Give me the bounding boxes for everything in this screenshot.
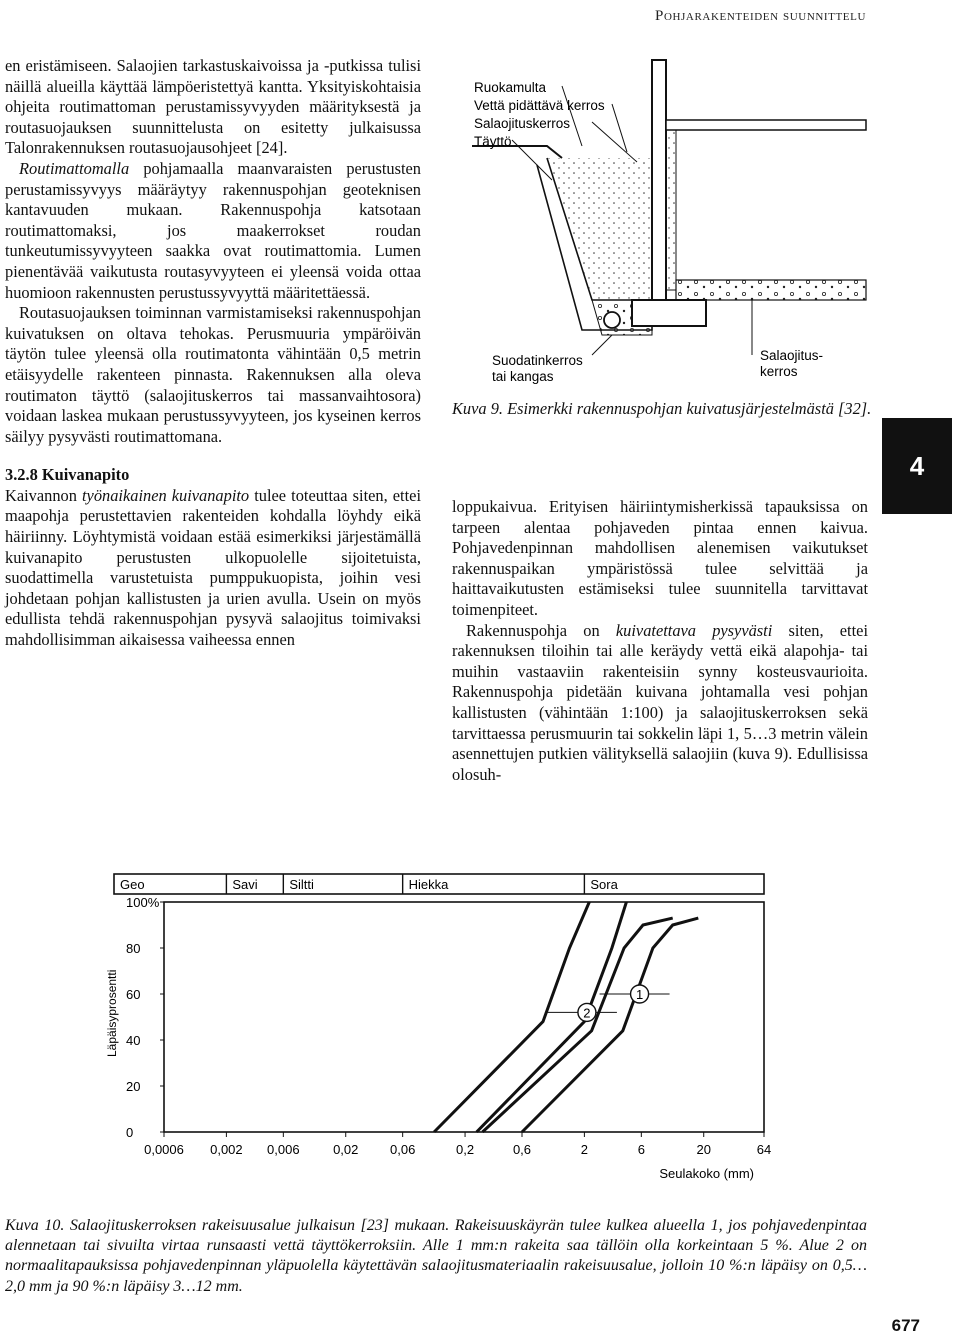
paragraph: [5, 486, 421, 651]
left-text-column: [5, 56, 421, 651]
x-tick-label: 0,0006: [144, 1142, 184, 1157]
soil-band-label: Hiekka: [408, 877, 449, 892]
section-heading: 3.2.8 Kuivanapito: [5, 465, 130, 485]
x-tick-label: 0,2: [456, 1142, 475, 1157]
emphasis: kuivatettava pysyvästi: [615, 620, 773, 640]
x-tick-label: 0,006: [267, 1142, 300, 1157]
x-tick-label: 64: [756, 1142, 772, 1157]
floor-slab: [666, 120, 866, 130]
label-taytto: Täyttö: [474, 134, 512, 149]
y-tick-label: 20: [126, 1079, 141, 1094]
soil-band-label: Siltti: [289, 877, 314, 892]
label-salaojituskerros: Salaojituskerros: [474, 116, 571, 131]
label-ruokamulta: Ruokamulta: [474, 80, 547, 95]
figure-10-chart: [94, 866, 784, 1192]
label-tai-kangas: tai kangas: [492, 369, 554, 384]
drain-pipe: [604, 312, 620, 328]
paragraph: loppukaivua. Erityisen häiriintymisherkissä tapauksissa on tarpeen alentaa pohjaveden pintaa ennen kaivua. Pohjavedenpinnan mahdollisen alenemisen vaikutukset rakennuspaikan ympäristössä tulee selvittää ja haittavaikutusten estämiseksi tulee suunnitella tarvittavat toimenpiteet.: [452, 497, 868, 619]
grading-curve: [477, 902, 627, 1132]
page-number: 677: [891, 1316, 920, 1335]
drainage-layer: [676, 280, 866, 300]
y-axis-label: Läpäisyprosentti: [105, 969, 119, 1057]
plot-frame: [164, 902, 764, 1132]
paragraph-text: Rakennuspohja on: [466, 620, 616, 640]
figure-9-caption: Kuva 9. Esimerkki rakennuspohjan kuivatusjärjestelmästä [32].: [452, 399, 872, 418]
soil-band-label: Geo: [120, 877, 145, 892]
figure-9-drawing: [452, 50, 872, 390]
x-tick-label: 0,6: [512, 1142, 532, 1157]
footing: [632, 300, 706, 326]
leader-line: [612, 104, 627, 152]
grading-curve: [483, 918, 673, 1132]
chapter-tab: 4: [882, 418, 952, 514]
y-tick-label: 40: [126, 1033, 141, 1048]
paragraph: en eristämiseen. Salaojien tarkastuskaivoissa ja -putkissa tulisi näillä alueilla käyttää lämpöeristettyä kantta. Yksityiskohtaisia ohjeita routimattoman perustamissyvyyden määrityksestä ja routasuojauksen suunnittelusta on esitetty julkaisussa Talonrakennuksen routasuojausohjeet [24].: [5, 56, 421, 158]
zone-marker-label: 1: [635, 987, 644, 1002]
x-tick-label: 0,02: [333, 1142, 359, 1157]
leader-line: [592, 122, 637, 162]
paragraph: [5, 159, 421, 303]
y-tick-label: 80: [126, 941, 141, 956]
label-kerros: kerros: [760, 364, 798, 379]
label-suodatinkerros: Suodatinkerros: [492, 353, 583, 368]
foundation-wall: [652, 60, 666, 300]
paragraph: [452, 621, 868, 786]
paragraph-text: Kaivannon: [5, 485, 82, 505]
figure-10-caption: Kuva 10. Salaojituskerroksen rakeisuusalue julkaisun [23] mukaan. Rakeisuuskäyrän tulee kulkea alueella 1, jos pohjavedenpintaa alennetaan tai sivuilta virtaa runsaasti vettä täyttökerroksiin. Alle 1 mm:n rakeita saa tällöin olla korkeintaan 5 %. Alue 2 on normaalitapauksissa pohjavedenpinnan yläpuolella käytettävän salaojitusmateriaalin rakeisuusalue, jolloin 10 %:n läpäisy on 0,5…2,0 mm ja 90 %:n läpäisy 3…12 mm.: [5, 1217, 867, 1295]
emphasis: Routimattomalla: [19, 158, 130, 178]
x-tick-label: 20: [696, 1142, 711, 1157]
paragraph-text: tulee toteuttaa siten, ettei maapohja perustettavien rakenteiden kohdalla löyhdy eikä häiriinny. Löyhtymistä voidaan estää esimerkiksi järjestämällä kuivanapito perustusten ulkopuolelle sijoitetuista, suodattimella varustetuista pumppukuopista, joihin vesi johdetaan pohjan kallistusten ja urien avulla. Usein on myös edullista tehdä rakennuspohjan pysyvä salaojitus toimivaksi mahdollisimman aikaisessa vaiheessa ennen: [5, 485, 421, 650]
paragraph-text: siten, ettei rakennuksen tiloihin tai alle keräydy vettä eikä alapohja- tai muihin vastaaviin rakenteisiin synny kosteusvaurioita. Rakennuspohja pidetään kuivana johtamalla vesi pohjan kallistusten (vähintään 1:100) ja salaojituskerroksen sekä tarvittaessa perusmuurin tai sokkelin läpi 1, 5…3 metrin välein asennettujen putkien välityksellä salaojiin (kuva 9). Edullisissa olosuh-: [452, 620, 868, 784]
x-tick-label: 2: [580, 1142, 589, 1157]
soil-band-label: Sora: [590, 877, 618, 892]
x-tick-label: 6: [637, 1142, 645, 1157]
label-vetta-pidattava: Vettä pidättävä kerros: [474, 98, 605, 113]
emphasis: työnaikainen kuivanapito: [82, 485, 250, 505]
y-tick-label: 0: [126, 1125, 134, 1140]
x-tick-label: 0,002: [210, 1142, 243, 1157]
x-axis-label: Seulakoko (mm): [659, 1166, 754, 1181]
right-text-column: [452, 497, 868, 785]
fill-zone: [547, 158, 652, 300]
insulation: [666, 120, 676, 290]
label-salaojitus: Salaojitus-: [760, 348, 824, 363]
y-tick-label: 60: [126, 987, 141, 1002]
soil-band-label: Savi: [232, 877, 258, 892]
paragraph: Routasuojauksen toiminnan varmistamiseksi rakennuspohjan kuivatuksen on oltava tehokas. Perusmuuria ympäröivän täytön tulee yleensä olla routimatonta vähintään 0,5 metrin etäisyydelle rakenteen pinnasta. Rakennuksen alla oleva routimaton täyttö (salaojituskerros tai massanvaihtosora) voidaan laskea mukaan perustussyvyyteen, jos kyseinen kerros säilyy pysyvästi routimattomana.: [5, 303, 421, 446]
zone-marker-label: 2: [583, 1005, 591, 1021]
paragraph-text: pohjamaalla maanvaraisten perustusten perustamissyvyys määräytyy rakennuspohjan geoteknisen kantavuuden mukaan. Rakennuspohja katsotaan routimattomaksi, jos maakerrokset roudan tunkeutumissyvyyteen saakka ovat routimattomia. Lumen pienentävää vaikutusta routasyvyyteen ei yleensä voida ottaa huomioon rakennusten perustussyvyyttä määritettäessä.: [5, 158, 421, 302]
y-tick-label: 100%: [126, 895, 160, 910]
x-tick-label: 0,06: [390, 1142, 416, 1157]
leader-line: [592, 335, 612, 355]
running-head: Pohjarakenteiden suunnittelu: [655, 8, 866, 24]
